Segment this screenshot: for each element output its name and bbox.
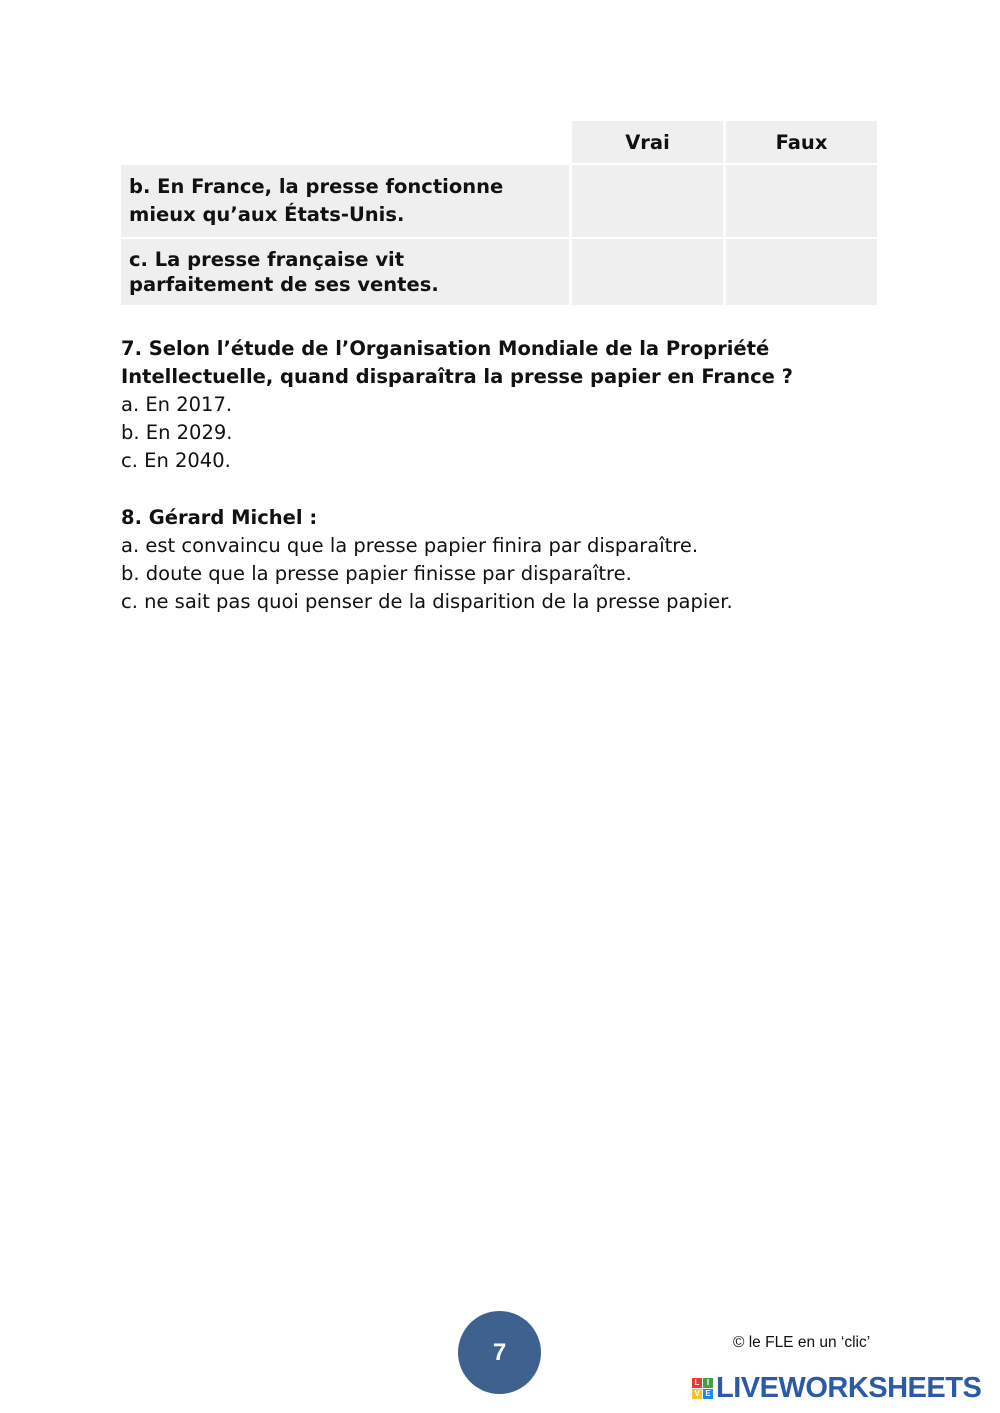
header-vrai: Vrai — [572, 121, 723, 163]
question-8-option-b[interactable]: b. doute que la presse papier finisse par disparaître. — [121, 562, 632, 585]
logo-letter-e: E — [703, 1389, 713, 1399]
question-8-option-a[interactable]: a. est convaincu que la presse papier finira par disparaître. — [121, 534, 699, 557]
statement-c-line-1: c. La presse française vit — [129, 248, 405, 271]
question-7-title-line-1: 7. Selon l’étude de l’Organisation Mondiale de la Propriété — [121, 337, 770, 360]
question-7-option-a[interactable]: a. En 2017. — [121, 393, 233, 416]
statement-b-line-2: mieux qu’aux États-Unis. — [129, 203, 405, 226]
page-number-badge: 7 — [458, 1311, 541, 1394]
faux-checkbox-c[interactable] — [726, 239, 877, 305]
faux-checkbox-b[interactable] — [726, 165, 877, 237]
logo-letter-l: L — [692, 1378, 702, 1388]
question-8-title: 8. Gérard Michel : — [121, 506, 318, 529]
statement-b-line-1: b. En France, la presse fonctionne — [129, 175, 504, 198]
statement-c — [121, 239, 569, 305]
logo-letter-v: V — [692, 1389, 702, 1399]
header-faux: Faux — [726, 121, 877, 163]
table-row — [121, 165, 877, 237]
liveworksheets-icon — [692, 1378, 713, 1399]
vrai-checkbox-c[interactable] — [572, 239, 723, 305]
statement-c-line-2: parfaitement de ses ventes. — [129, 273, 439, 296]
question-8-option-c[interactable]: c. ne sait pas quoi penser de la disparition de la presse papier. — [121, 590, 733, 613]
vrai-checkbox-b[interactable] — [572, 165, 723, 237]
question-7-option-c[interactable]: c. En 2040. — [121, 449, 231, 472]
table-row — [121, 239, 877, 305]
question-7-title-line-2: Intellectuelle, quand disparaîtra la presse papier en France ? — [121, 365, 793, 388]
statement-b — [121, 165, 569, 237]
table-corner — [121, 121, 569, 163]
liveworksheets-wordmark: LIVEWORKSHEETS — [716, 1371, 982, 1404]
question-8 — [121, 504, 881, 616]
question-7 — [121, 335, 881, 475]
logo-letter-i: I — [703, 1378, 713, 1388]
table-header-row — [121, 121, 877, 163]
liveworksheets-logo — [692, 1371, 981, 1405]
copyright-text: © le FLE en un ‘clic’ — [733, 1334, 871, 1351]
true-false-table — [118, 119, 880, 307]
question-7-option-b[interactable]: b. En 2029. — [121, 421, 233, 444]
